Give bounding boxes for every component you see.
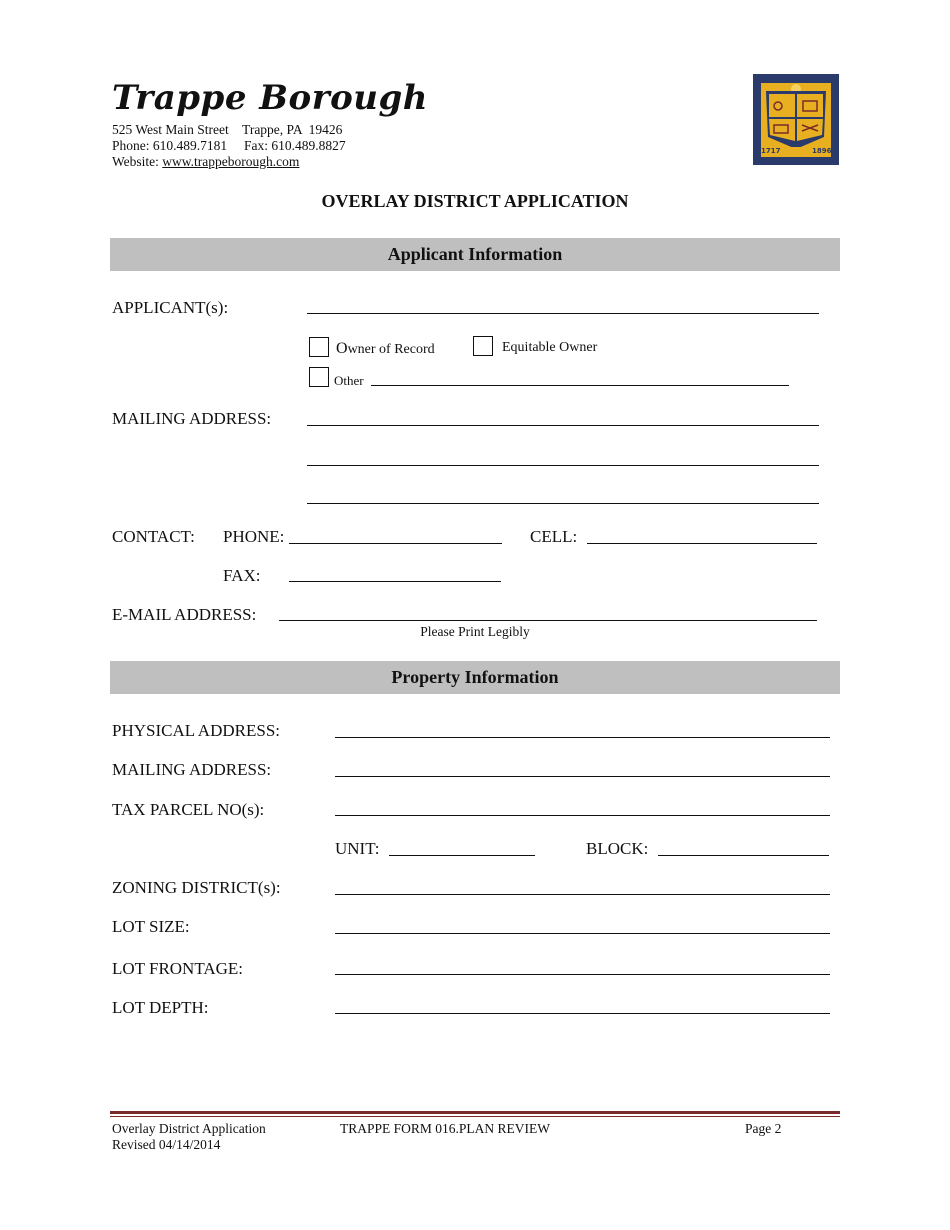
- mailing-address-field-3[interactable]: [307, 503, 819, 504]
- phone-label: PHONE:: [223, 527, 285, 546]
- owner-of-record-checkbox[interactable]: [309, 337, 329, 357]
- fax-label: FAX:: [223, 566, 261, 585]
- applicant-label: APPLICANT(s):: [112, 298, 229, 317]
- applicant-section-heading: Applicant Information: [110, 238, 840, 271]
- document-title: OVERLAY DISTRICT APPLICATION: [321, 191, 629, 211]
- website-link[interactable]: www.trappeborough.com: [162, 154, 300, 169]
- block-label: BLOCK:: [586, 839, 649, 858]
- seal-year-right: 1896: [812, 147, 832, 155]
- lot-size-field[interactable]: [335, 933, 830, 934]
- mailing-address-label: MAILING ADDRESS:: [112, 409, 272, 428]
- email-field[interactable]: [279, 620, 817, 621]
- borough-seal-icon: [753, 74, 839, 165]
- lot-depth-field[interactable]: [335, 1013, 830, 1014]
- footer-doc-name: Overlay District Application: [112, 1121, 266, 1136]
- equitable-owner-checkbox[interactable]: [473, 336, 493, 356]
- phone-field[interactable]: [289, 543, 502, 544]
- property-section-heading: Property Information: [110, 661, 840, 694]
- other-field[interactable]: [371, 385, 789, 386]
- block-field[interactable]: [658, 855, 829, 856]
- fax: Fax: 610.489.8827: [244, 138, 346, 153]
- physical-address-label: PHYSICAL ADDRESS:: [112, 721, 280, 740]
- address-line: [112, 122, 342, 138]
- other-label: Other: [334, 373, 364, 388]
- owner-of-record-initial: O: [336, 340, 348, 357]
- footer-page: Page 2: [745, 1121, 782, 1136]
- website-line: [112, 154, 299, 170]
- lot-frontage-field[interactable]: [335, 974, 830, 975]
- phone: Phone: 610.489.7181: [112, 138, 228, 153]
- owner-of-record-label: [336, 340, 435, 358]
- fax-field[interactable]: [289, 581, 501, 582]
- street: 525 West Main Street: [112, 122, 229, 137]
- lot-size-label: LOT SIZE:: [112, 917, 190, 936]
- mailing-address-field-2[interactable]: [307, 465, 819, 466]
- city: Trappe, PA 19426: [242, 122, 343, 137]
- unit-field[interactable]: [389, 855, 535, 856]
- lot-depth-label: LOT DEPTH:: [112, 998, 209, 1017]
- cell-label: CELL:: [530, 527, 578, 546]
- unit-label: UNIT:: [335, 839, 380, 858]
- org-name: Trappe Borough: [112, 78, 429, 118]
- phone-fax-line: [112, 138, 346, 154]
- footer-form-id: TRAPPE FORM 016.PLAN REVIEW: [340, 1121, 551, 1136]
- lot-frontage-label: LOT FRONTAGE:: [112, 959, 244, 978]
- applicant-field[interactable]: [307, 313, 819, 314]
- footer-revised: Revised 04/14/2014: [112, 1137, 221, 1152]
- website-label: Website:: [112, 154, 163, 169]
- property-mailing-address-field[interactable]: [335, 776, 830, 777]
- owner-of-record-text: wner of Record: [347, 342, 435, 357]
- email-label: E-MAIL ADDRESS:: [112, 605, 257, 624]
- equitable-owner-label: Equitable Owner: [502, 340, 598, 355]
- other-checkbox[interactable]: [309, 367, 329, 387]
- seal-year-left: 1717: [761, 147, 781, 155]
- print-note: Please Print Legibly: [420, 624, 530, 639]
- zoning-label: ZONING DISTRICT(s):: [112, 878, 281, 897]
- tax-parcel-field[interactable]: [335, 815, 830, 816]
- footer-rule-thin: [110, 1116, 840, 1117]
- property-mailing-address-label: MAILING ADDRESS:: [112, 760, 272, 779]
- cell-field[interactable]: [587, 543, 817, 544]
- physical-address-field[interactable]: [335, 737, 830, 738]
- mailing-address-field-1[interactable]: [307, 425, 819, 426]
- contact-label: CONTACT:: [112, 527, 195, 546]
- zoning-field[interactable]: [335, 894, 830, 895]
- tax-parcel-label: TAX PARCEL NO(s):: [112, 800, 265, 819]
- footer-rule: [110, 1111, 840, 1114]
